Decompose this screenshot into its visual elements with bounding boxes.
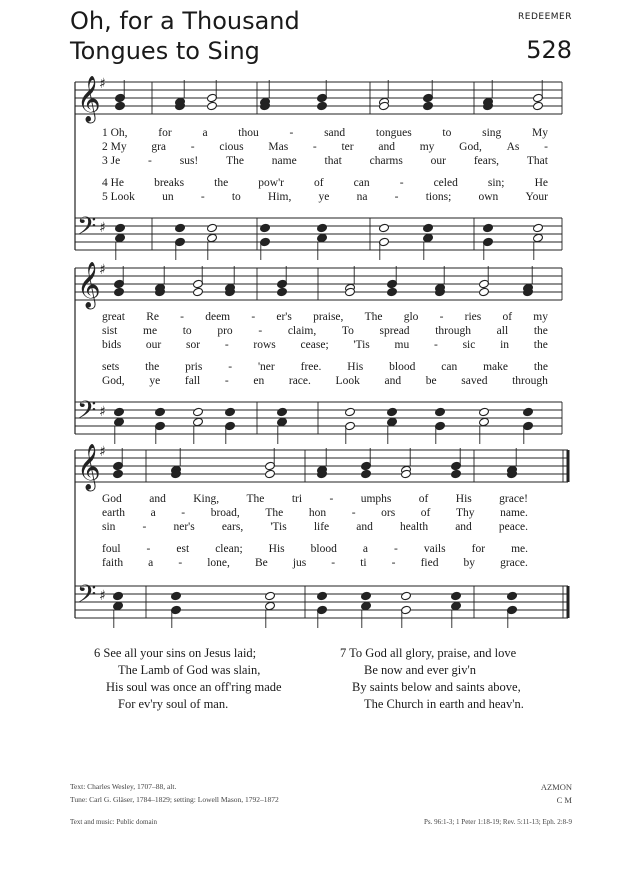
lyric-syllable: can	[441, 361, 458, 373]
note-head	[423, 223, 434, 233]
lyric-syllable: -	[399, 177, 404, 189]
lyric-syllable: -	[178, 557, 183, 569]
lyric-syllable: foul	[102, 543, 121, 555]
note-head	[387, 417, 398, 427]
note-head	[114, 407, 125, 417]
stanza-6-line: For ev'ry soul of man.	[118, 697, 229, 711]
lyric-syllable: saved	[461, 375, 488, 387]
lyric-syllable: my	[533, 311, 548, 323]
stanza-7-line: The Church in earth and heav'n.	[364, 697, 524, 711]
note-head	[387, 287, 398, 297]
lyric-syllable: me.	[511, 543, 528, 555]
lyric-syllable: faith	[102, 557, 124, 569]
lyric-line	[102, 176, 548, 190]
lyric-syllable: -	[391, 557, 396, 569]
lyric-syllable: -	[181, 507, 186, 519]
lyric-syllable: own	[478, 191, 499, 203]
lyric-syllable: blood	[389, 361, 416, 373]
lyric-syllable: ors	[381, 507, 396, 519]
lyric-line	[102, 154, 548, 168]
lyric-syllable: 'Tis	[353, 339, 370, 351]
lyric-syllable: Thy	[455, 507, 475, 519]
scripture-refs: Ps. 96:1-3; 1 Peter 1:18-19; Rev. 5:11-13; Eph. 2:8-9	[423, 818, 572, 826]
lyric-syllable: sic	[462, 339, 476, 351]
lyric-syllable: -	[200, 191, 205, 203]
lyric-syllable: 5 Look	[102, 191, 135, 203]
bass-clef: 𝄢	[77, 580, 97, 615]
lyric-syllable: Your	[525, 191, 548, 203]
lyric-syllable: un	[162, 191, 174, 203]
lyric-syllable: the	[145, 361, 160, 373]
note-head	[193, 287, 204, 297]
tune-name: AZMON	[540, 782, 572, 792]
key-sharp: ♯	[99, 404, 106, 420]
stanza-6	[94, 645, 282, 713]
note-head	[225, 407, 236, 417]
note-head	[317, 101, 328, 111]
lyric-syllable: ter	[341, 141, 354, 153]
note-head	[277, 407, 288, 417]
note-head	[423, 233, 434, 243]
note-head	[193, 417, 204, 427]
stanza-7	[340, 645, 524, 713]
lyric-syllable: charms	[369, 155, 403, 167]
note-head	[155, 407, 166, 417]
note-head	[175, 223, 186, 233]
lyric-syllable: grace.	[500, 557, 528, 569]
lyric-syllable: claim,	[287, 325, 317, 337]
lyric-syllable: -	[331, 557, 336, 569]
key-sharp: ♯	[99, 76, 106, 92]
key-sharp: ♯	[99, 262, 106, 278]
lyric-syllable: ti	[360, 557, 367, 569]
lyric-syllable: -	[394, 191, 399, 203]
note-head	[115, 233, 126, 243]
note-head	[115, 223, 126, 233]
lyric-line	[102, 492, 528, 506]
lyric-syllable: est	[176, 543, 190, 555]
lyric-syllable: sus!	[179, 155, 199, 167]
lyric-syllable: en	[253, 375, 265, 387]
note-head	[479, 417, 490, 427]
note-head	[533, 223, 544, 233]
note-head	[207, 233, 218, 243]
note-head	[451, 469, 462, 479]
lyric-syllable: the	[533, 325, 548, 337]
lyric-syllable: mu	[394, 339, 410, 351]
lyric-syllable: As	[506, 141, 520, 153]
lyric-syllable: for	[158, 127, 172, 139]
lyric-syllable: my	[419, 141, 435, 153]
lyric-syllable: His	[455, 493, 472, 505]
lyric-line	[102, 190, 548, 204]
note-head	[260, 223, 271, 233]
lyric-line	[102, 506, 528, 520]
lyric-syllable: of	[314, 177, 324, 189]
note-head	[113, 591, 124, 601]
lyric-syllable: To	[341, 325, 354, 337]
lyric-syllable: the	[533, 339, 548, 351]
lyric-syllable: -	[329, 493, 334, 505]
lyric-syllable: spread	[379, 325, 410, 337]
lyric-syllable: by	[463, 557, 476, 569]
title-line-2: Tongues to Sing	[70, 37, 260, 65]
lyric-syllable: cious	[219, 141, 244, 153]
lyric-syllable: the	[214, 177, 229, 189]
lyric-syllable: 3 Je	[102, 155, 121, 167]
note-head	[345, 407, 356, 417]
lyric-syllable: ye	[318, 191, 330, 203]
lyric-syllable: 1 Oh,	[102, 127, 128, 139]
lyric-syllable: to	[231, 191, 241, 203]
lyric-syllable: ner's	[173, 521, 195, 533]
lyric-line	[102, 360, 548, 374]
note-head	[171, 591, 182, 601]
lyric-syllable: ears,	[221, 521, 244, 533]
hymn-number: 528	[526, 36, 572, 64]
lyric-syllable: and	[455, 521, 472, 533]
lyric-syllable: pris	[185, 361, 203, 373]
lyric-syllable: God	[102, 493, 122, 505]
lyric-syllable: hon	[308, 507, 327, 519]
note-head	[379, 223, 390, 233]
lyric-syllable: and	[378, 141, 395, 153]
lyric-syllable: -	[224, 339, 229, 351]
lyric-syllable: race.	[288, 375, 311, 387]
note-head	[479, 287, 490, 297]
lyric-syllable: 4 He	[102, 177, 125, 189]
lyric-syllable: sin;	[487, 177, 505, 189]
lyric-syllable: The	[226, 155, 244, 167]
lyric-syllable: sets	[102, 361, 120, 373]
note-head	[265, 591, 276, 601]
stanza-6-line: His soul was once an off'ring made	[106, 680, 282, 694]
lyric-syllable: fied	[420, 557, 439, 569]
lyric-line	[102, 542, 528, 556]
lyric-line	[102, 140, 548, 154]
lyric-syllable: a	[148, 557, 154, 569]
lyric-syllable: a	[362, 543, 368, 555]
note-head	[507, 591, 518, 601]
lyric-syllable: fall	[184, 375, 201, 387]
key-sharp: ♯	[99, 588, 106, 604]
lyric-syllable: Be	[254, 557, 268, 569]
lyric-syllable: vails	[423, 543, 446, 555]
note-head	[265, 601, 276, 611]
lyric-syllable: through	[435, 325, 471, 337]
note-head	[317, 591, 328, 601]
lyric-syllable: King,	[193, 493, 220, 505]
lyric-syllable: -	[351, 507, 356, 519]
lyric-syllable: ries	[464, 311, 482, 323]
stanza-7-line: 7 To God all glory, praise, and love	[340, 646, 517, 660]
note-head	[113, 601, 124, 611]
note-head	[277, 287, 288, 297]
lyric-syllable: tions;	[425, 191, 452, 203]
lyric-syllable: That	[526, 155, 548, 167]
lyric-syllable: sor	[186, 339, 201, 351]
lyric-line	[102, 374, 548, 388]
note-head	[265, 469, 276, 479]
bass-clef: 𝄢	[77, 212, 97, 247]
note-head	[451, 601, 462, 611]
stanza-7-line: Be now and ever giv'n	[364, 663, 476, 677]
lyric-syllable: Re	[146, 311, 159, 323]
lyric-syllable: peace.	[498, 521, 528, 533]
note-head	[115, 101, 126, 111]
lyric-syllable: Him,	[268, 191, 292, 203]
lyric-syllable: The	[265, 507, 284, 519]
lyric-line	[102, 310, 548, 324]
lyric-syllable: -	[148, 155, 152, 167]
lyric-syllable: -	[439, 311, 444, 323]
lyric-syllable: name.	[500, 507, 528, 519]
lyric-syllable: lone,	[207, 557, 230, 569]
lyric-syllable: name	[271, 155, 297, 167]
lyric-syllable: er's	[276, 311, 292, 323]
lyric-syllable: ye	[149, 375, 161, 387]
lyric-syllable: blood	[310, 543, 337, 555]
note-head	[207, 223, 218, 233]
lyric-syllable: great	[102, 311, 125, 323]
lyric-syllable: sin	[102, 521, 116, 533]
lyric-syllable: He	[534, 177, 548, 189]
lyric-syllable: praise,	[313, 311, 344, 323]
lyric-syllable: thou	[238, 127, 259, 139]
lyric-line	[102, 126, 548, 140]
note-head	[207, 101, 218, 111]
note-head	[423, 101, 434, 111]
note-head	[114, 287, 125, 297]
note-head	[113, 469, 124, 479]
lyric-syllable: God,	[102, 375, 125, 387]
lyric-syllable: grace!	[499, 493, 528, 505]
tune-label: REDEEMER	[518, 12, 572, 22]
key-sharp: ♯	[99, 444, 106, 460]
note-head	[317, 223, 328, 233]
lyric-syllable: a	[202, 127, 208, 139]
note-head	[451, 591, 462, 601]
lyric-syllable: celed	[433, 177, 458, 189]
lyric-syllable: deem	[205, 311, 231, 323]
note-head	[435, 407, 446, 417]
stanza-6-line: 6 See all your sins on Jesus laid;	[94, 646, 257, 660]
lyric-syllable: -	[228, 361, 233, 373]
lyric-syllable: breaks	[154, 177, 185, 189]
stanza-6-line: The Lamb of God was slain,	[118, 663, 261, 677]
lyric-syllable: sing	[482, 127, 502, 139]
lyric-syllable: -	[146, 543, 151, 555]
lyric-syllable: and	[356, 521, 373, 533]
lyric-syllable: The	[246, 493, 265, 505]
lyric-syllable: -	[180, 311, 185, 323]
stanza-7-line: By saints below and saints above,	[352, 680, 521, 694]
lyric-syllable: Mas	[268, 141, 289, 153]
lyric-syllable: the	[533, 361, 548, 373]
lyric-syllable: life	[313, 521, 330, 533]
lyric-syllable: bids	[102, 339, 122, 351]
title-line-1: Oh, for a Thousand	[70, 7, 300, 35]
note-head	[361, 601, 372, 611]
note-head	[533, 233, 544, 243]
lyric-syllable: umphs	[360, 493, 392, 505]
credit-tune: Tune: Carl G. Gläser, 1784–1829; setting: Lowell Mason, 1792–1872	[70, 795, 279, 804]
lyric-syllable: in	[500, 339, 510, 351]
lyric-syllable: be	[425, 375, 437, 387]
lyric-syllable: -	[394, 543, 398, 555]
lyric-syllable: -	[289, 127, 294, 139]
lyric-syllable: His	[347, 361, 364, 373]
lyric-syllable: Look	[335, 375, 360, 387]
lyric-syllable: -	[224, 375, 229, 387]
lyric-syllable: of	[420, 507, 431, 519]
lyric-syllable: His	[268, 543, 285, 555]
lyric-syllable: earth	[102, 507, 125, 519]
lyric-syllable: tongues	[375, 127, 412, 139]
lyric-syllable: to	[182, 325, 192, 337]
key-sharp: ♯	[99, 220, 106, 236]
lyric-syllable: tri	[291, 493, 303, 505]
lyric-syllable: -	[312, 141, 317, 153]
lyric-syllable: our	[430, 155, 446, 167]
credit-copyright: Text and music: Public domain	[70, 818, 157, 826]
lyric-syllable: a	[150, 507, 156, 519]
note-head	[361, 469, 372, 479]
lyric-syllable: -	[142, 521, 147, 533]
lyric-syllable: na	[356, 191, 368, 203]
lyric-syllable: -	[251, 311, 256, 323]
lyric-syllable: pro	[217, 325, 233, 337]
lyric-syllable: and	[384, 375, 402, 387]
lyric-syllable: -	[190, 141, 195, 153]
lyric-syllable: broad,	[210, 507, 240, 519]
lyric-syllable: free.	[300, 361, 322, 373]
lyric-line	[102, 338, 548, 352]
lyric-syllable: to	[442, 127, 452, 139]
lyric-line	[102, 324, 548, 338]
lyric-syllable: sist	[102, 325, 118, 337]
note-head	[317, 233, 328, 243]
note-head	[483, 223, 494, 233]
lyric-line	[102, 556, 528, 570]
lyric-syllable: gra	[151, 141, 167, 153]
note-head	[193, 407, 204, 417]
lyric-syllable: 'ner	[257, 361, 275, 373]
note-head	[361, 591, 372, 601]
credit-text: Text: Charles Wesley, 1707–88, alt.	[70, 782, 177, 791]
note-head	[523, 407, 534, 417]
lyric-syllable: The	[364, 311, 383, 323]
lyric-syllable: My	[532, 127, 548, 139]
lyric-syllable: our	[145, 339, 162, 351]
note-head	[479, 407, 490, 417]
note-head	[401, 591, 412, 601]
note-head	[533, 101, 544, 111]
lyric-syllable: of	[418, 493, 429, 505]
treble-clef: 𝄞	[77, 76, 101, 122]
lyric-syllable: -	[544, 141, 548, 153]
lyric-syllable: of	[502, 311, 513, 323]
lyric-syllable: -	[433, 339, 438, 351]
lyric-syllable: jus	[292, 557, 307, 569]
lyric-syllable: all	[496, 325, 509, 337]
lyric-syllable: and	[149, 493, 166, 505]
treble-clef: 𝄞	[77, 262, 101, 308]
lyric-syllable: clean;	[215, 543, 243, 555]
treble-clef: 𝄞	[77, 444, 101, 490]
lyric-syllable: 2 My	[102, 141, 127, 153]
lyric-syllable: sand	[324, 127, 346, 139]
lyric-syllable: health	[399, 521, 429, 533]
lyric-syllable: fears,	[473, 155, 500, 167]
lyric-syllable: make	[483, 361, 508, 373]
lyric-syllable: can	[353, 177, 370, 189]
lyric-syllable: -	[258, 325, 263, 337]
bass-clef: 𝄢	[77, 396, 97, 431]
lyric-syllable: that	[324, 155, 342, 167]
lyric-syllable: God,	[459, 141, 482, 153]
lyric-syllable: for	[471, 543, 486, 555]
note-head	[114, 417, 125, 427]
lyric-syllable: me	[143, 325, 158, 337]
lyric-syllable: 'Tis	[270, 521, 287, 533]
lyric-syllable: rows	[253, 339, 276, 351]
lyric-line	[102, 520, 528, 534]
meter: C M	[556, 795, 572, 805]
note-head	[277, 417, 288, 427]
lyric-syllable: through	[512, 375, 548, 387]
lyric-syllable: glo	[403, 311, 419, 323]
lyric-syllable: cease;	[300, 339, 329, 351]
lyric-syllable: pow'r	[258, 177, 284, 189]
note-head	[387, 407, 398, 417]
